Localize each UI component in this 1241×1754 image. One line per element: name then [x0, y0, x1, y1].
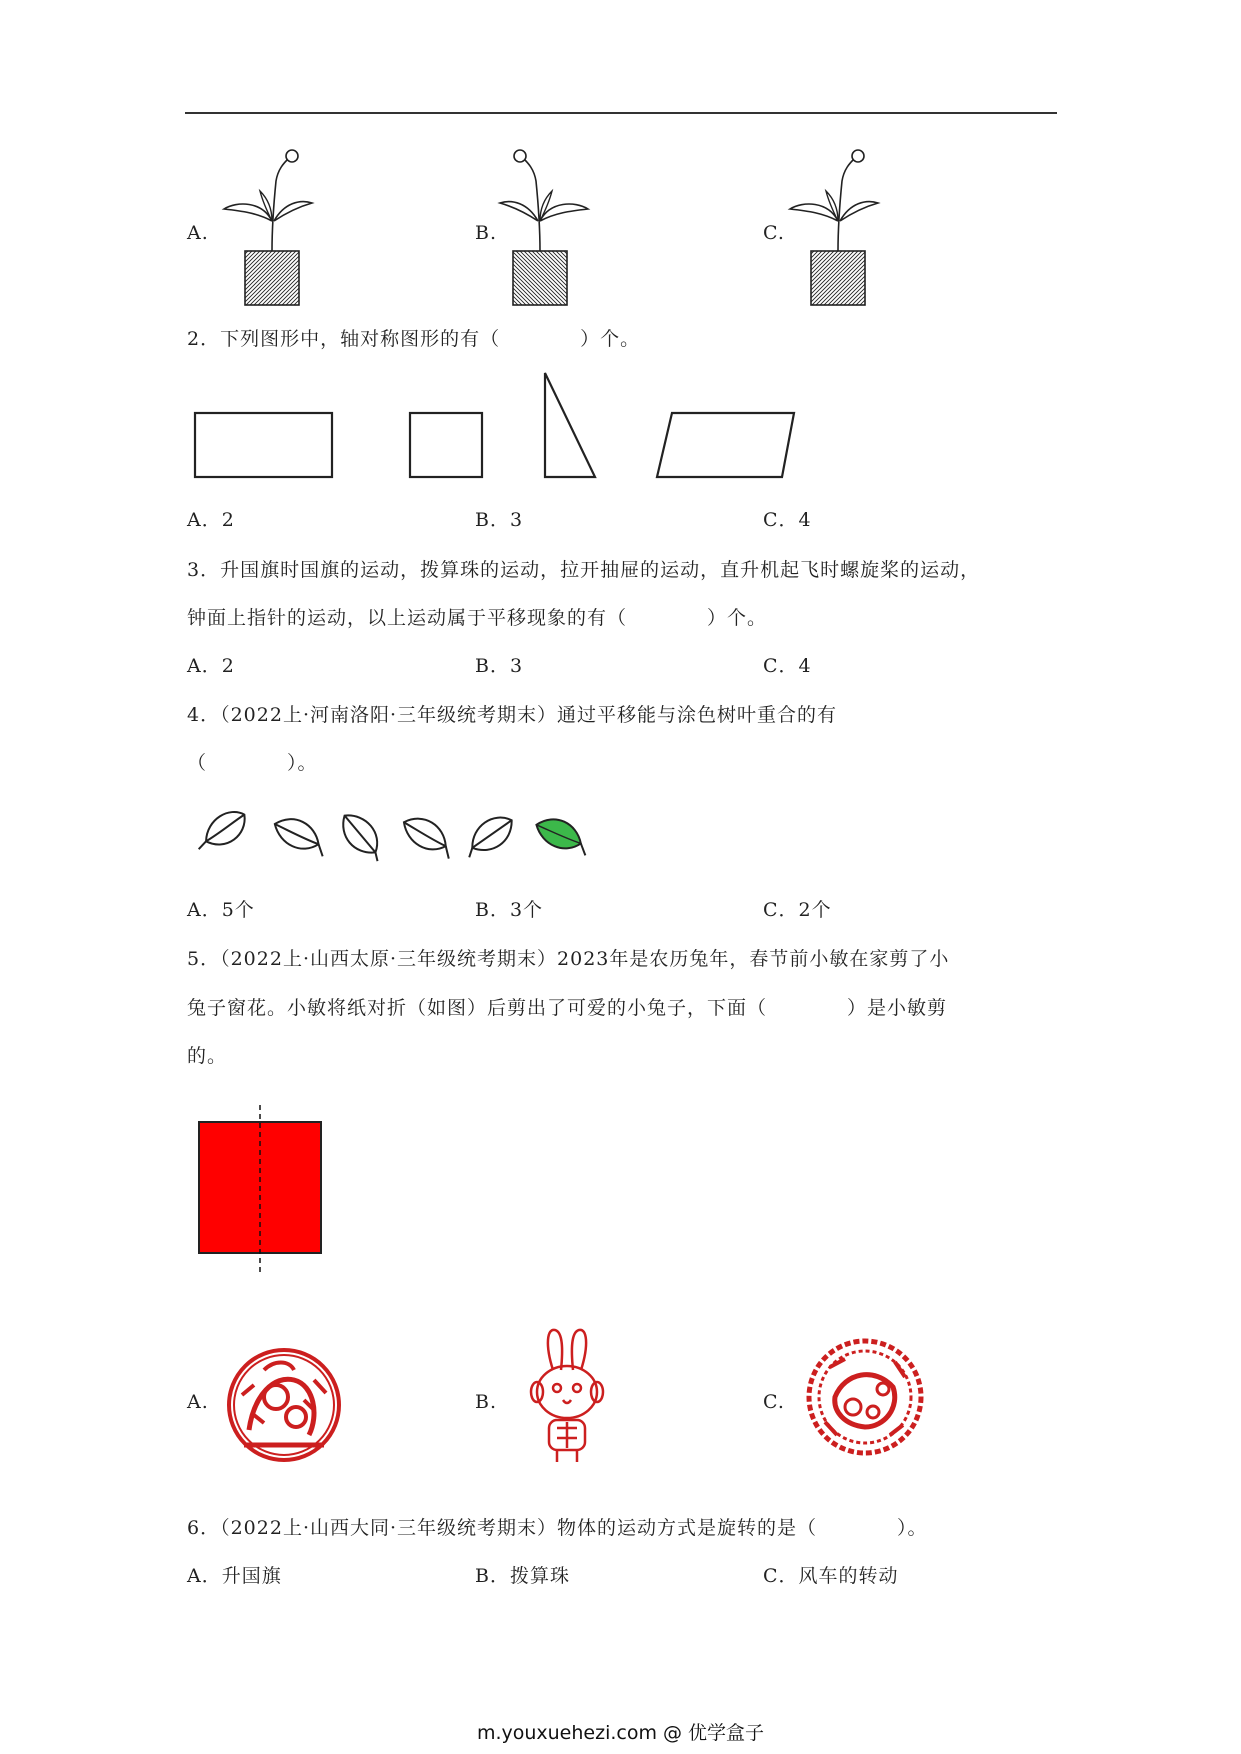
footer-watermark: m.youxuehezi.com @ 优学盒子: [476, 1722, 765, 1744]
flower-pot-b: [500, 150, 588, 305]
shape-parallelogram: [657, 413, 794, 477]
q3-stem-line1: 3．升国旗时国旗的运动，拨算珠的运动，拉开抽屉的运动，直升机起飞时螺旋桨的运动，: [187, 559, 981, 581]
q3-stem-line2: 钟面上指针的运动，以上运动属于平移现象的有（ ）个。: [187, 607, 768, 629]
q5-stem-line2: 兔子窗花。小敏将纸对折（如图）后剪出了可爱的小兔子，下面（ ）是小敏剪: [187, 997, 948, 1019]
shape-right-triangle: [545, 373, 595, 477]
q4-stem-line2: （ ）。: [187, 752, 318, 774]
q1-option-b-label: B.: [475, 222, 498, 244]
q3-option-b: B．3: [475, 655, 524, 677]
leaf-4: [398, 812, 460, 860]
papercut-c: [809, 1341, 921, 1453]
papercut-a: [229, 1350, 339, 1460]
q6-stem: 6．（2022上·山西大同·三年级统考期末）物体的运动方式是旋转的是（ ）。: [187, 1517, 928, 1539]
q6-option-b: B．拨算珠: [475, 1565, 570, 1587]
q5-stem-line3: 的。: [187, 1045, 228, 1067]
leaf-5: [458, 809, 519, 863]
papercut-b-rabbit: [531, 1330, 603, 1462]
q4-option-b: B．3个: [475, 899, 544, 921]
q5-stem-line1: 5．（2022上·山西太原·三年级统考期末）2023年是农历兔年，春节前小敏在家剪了小: [187, 948, 950, 970]
q4-stem-line1: 4．（2022上·河南洛阳·三年级统考期末）通过平移能与涂色树叶重合的有: [187, 704, 838, 726]
q2-stem: 2．下列图形中，轴对称图形的有（ ）个。: [187, 328, 641, 350]
leaf-2: [270, 813, 332, 857]
q5-option-c-label: C.: [763, 1391, 785, 1413]
q4-option-c: C．2个: [763, 899, 832, 921]
q3-option-c: C．4: [763, 655, 812, 677]
q1-option-c-label: C.: [763, 222, 785, 244]
leaf-colored: [532, 814, 593, 857]
q2-option-a: A．2: [187, 509, 235, 531]
leaf-3: [334, 807, 391, 867]
leaf-1: [190, 806, 252, 855]
shape-rectangle: [195, 413, 332, 477]
q1-option-a-label: A.: [187, 222, 209, 244]
q6-option-c: C．风车的转动: [763, 1565, 899, 1587]
q3-option-a: A．2: [187, 655, 235, 677]
shape-square: [410, 413, 482, 477]
q6-option-a: A．升国旗: [187, 1565, 282, 1587]
q5-option-b-label: B.: [475, 1391, 498, 1413]
q4-option-a: A．5个: [187, 899, 255, 921]
q2-option-c: C．4: [763, 509, 812, 531]
q2-option-b: B．3: [475, 509, 524, 531]
flower-pot-c: [790, 150, 878, 305]
flower-pot-a: [224, 150, 312, 305]
q5-option-a-label: A.: [187, 1391, 209, 1413]
